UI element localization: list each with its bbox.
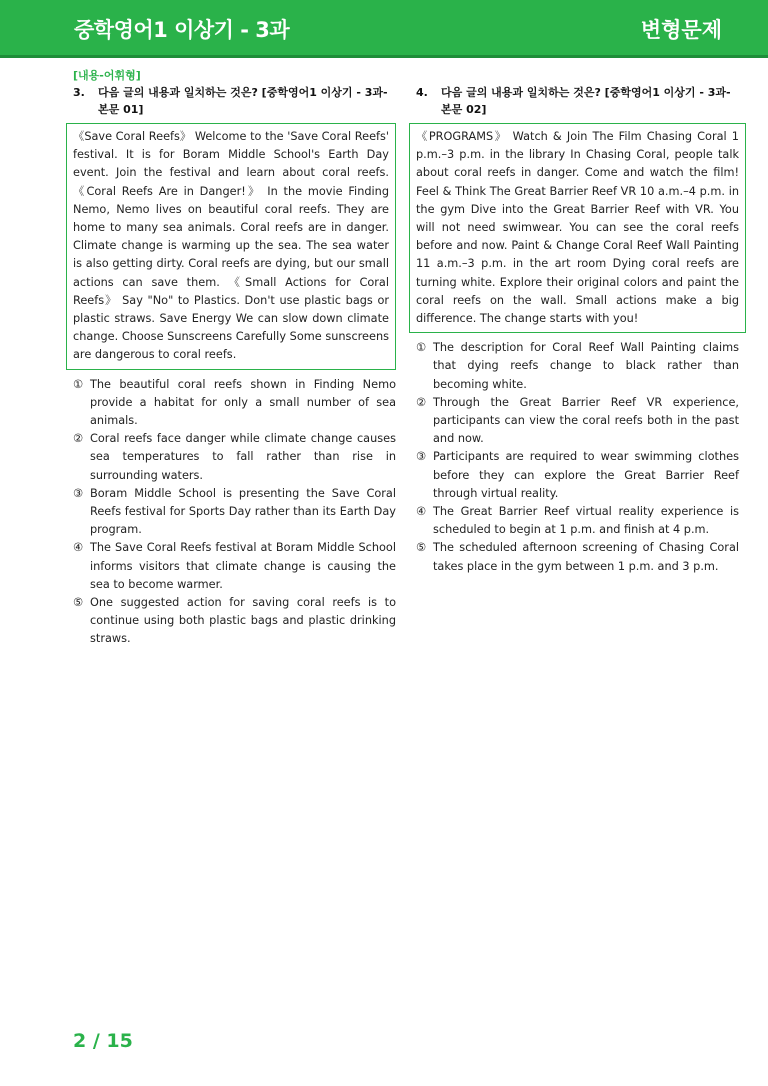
choice-5[interactable]: [73, 594, 396, 649]
question-prompt: 다음 글의 내용과 일치하는 것은? [중학영어1 이상기 - 3과-본문 01]: [98, 86, 388, 116]
choice-marker: ③: [73, 486, 84, 500]
choice-text: Coral reefs face danger while climate change causes sea temperatures to fall rather than rise in surrounding waters.: [90, 432, 396, 482]
choice-1[interactable]: [416, 339, 739, 394]
section-tag: [내용-어휘형]: [73, 69, 141, 82]
choice-marker: ④: [416, 505, 427, 519]
page-number: 2 / 15: [73, 1030, 133, 1052]
choice-marker: ②: [73, 432, 84, 446]
choice-text: The beautiful coral reefs shown in Finding Nemo provide a habitat for only a small number of sea animals.: [90, 377, 396, 428]
choice-text: Through the Great Barrier Reef VR experience, participants can view the coral reefs both in the past and now.: [433, 395, 739, 446]
choice-2[interactable]: [73, 430, 396, 485]
choice-2[interactable]: [416, 394, 739, 449]
choice-text: One suggested action for saving coral reefs is to continue using both plastic bags and plastic drinking straws.: [90, 596, 396, 646]
choice-text: The description for Coral Reef Wall Painting claims that dying reefs change to black rather than becoming white.: [433, 341, 739, 391]
question-header: [73, 84, 396, 118]
choice-marker: ①: [73, 377, 84, 391]
passage-text: 《PROGRAMS》 Watch & Join The Film Chasing Coral 1 p.m.–3 p.m. in the library In Chasing Coral, people talk about coral reefs in danger. Come and watch the film! Feel & Think The Great Barrier Reef VR 10 a.m.–4 p.m. in the gym Dive into the Great Barrier Reef with VR. You will not need swimwear. You can see the coral reefs before and now. Paint & Change Coral Reef Wall Painting 11 a.m.–3 p.m. in the art room Dying coral reefs are turning white. Explore their original colors and paint the coral reefs on the wall. Small actions make a big difference. The change starts with you!: [416, 130, 739, 326]
choice-3[interactable]: [73, 485, 396, 540]
answer-choices: [73, 376, 396, 649]
choice-marker: ⑤: [416, 541, 427, 555]
choice-text: The scheduled afternoon screening of Chasing Coral takes place in the gym between 1 p.m. and 3 p.m.: [433, 541, 739, 573]
question-number: 4.: [416, 86, 428, 99]
question-prompt: 다음 글의 내용과 일치하는 것은? [중학영어1 이상기 - 3과-본문 02]: [441, 86, 731, 116]
choice-text: The Save Coral Reefs festival at Boram Middle School informs visitors that climate change is causing the sea to become warmer.: [90, 541, 396, 591]
passage-box: [66, 123, 396, 370]
question-3: [73, 84, 396, 649]
question-number: 3.: [73, 86, 85, 99]
choice-4[interactable]: [416, 503, 739, 539]
choice-4[interactable]: [73, 539, 396, 594]
page-header: [0, 0, 768, 58]
header-question-type: 변형문제: [640, 18, 722, 42]
passage-box: [409, 123, 746, 333]
question-header: [416, 84, 739, 118]
choice-marker: ②: [416, 395, 427, 409]
answer-choices: [416, 339, 739, 576]
choice-1[interactable]: [73, 376, 396, 431]
choice-text: Participants are required to wear swimming clothes before they can explore the Great Barrier Reef through virtual reality.: [433, 450, 739, 500]
choice-text: Boram Middle School is presenting the Save Coral Reefs festival for Sports Day rather than its Earth Day program.: [90, 486, 396, 537]
passage-text: 《Save Coral Reefs》 Welcome to the 'Save Coral Reefs' festival. It is for Boram Middle School's Earth Day event. Join the festival and learn about coral reefs. 《Coral Reefs Are in Danger!》 In the movie Finding Nemo, Nemo lives on beautiful coral reefs. They are home to many sea animals. Coral reefs are in danger. Climate change is warming up the sea. The sea water is also getting dirty. Coral reefs are dying, but our small actions can save them. 《Small Actions for Coral Reefs》 Say "No" to Plastics. Don't use plastic bags or plastic straws. Save Energy We can slow down climate change. Choose Sunscreens Carefully Some sunscreens are dangerous to coral reefs.: [73, 130, 389, 362]
choice-marker: ③: [416, 450, 427, 464]
choice-5[interactable]: [416, 539, 739, 575]
choice-marker: ④: [73, 541, 84, 555]
question-4: [416, 84, 739, 576]
choice-marker: ⑤: [73, 596, 84, 610]
choice-text: The Great Barrier Reef virtual reality experience is scheduled to begin at 1 p.m. and finish at 4 p.m.: [433, 505, 739, 537]
header-title: 중학영어1 이상기 - 3과: [74, 18, 290, 42]
choice-3[interactable]: [416, 448, 739, 503]
choice-marker: ①: [416, 341, 427, 355]
